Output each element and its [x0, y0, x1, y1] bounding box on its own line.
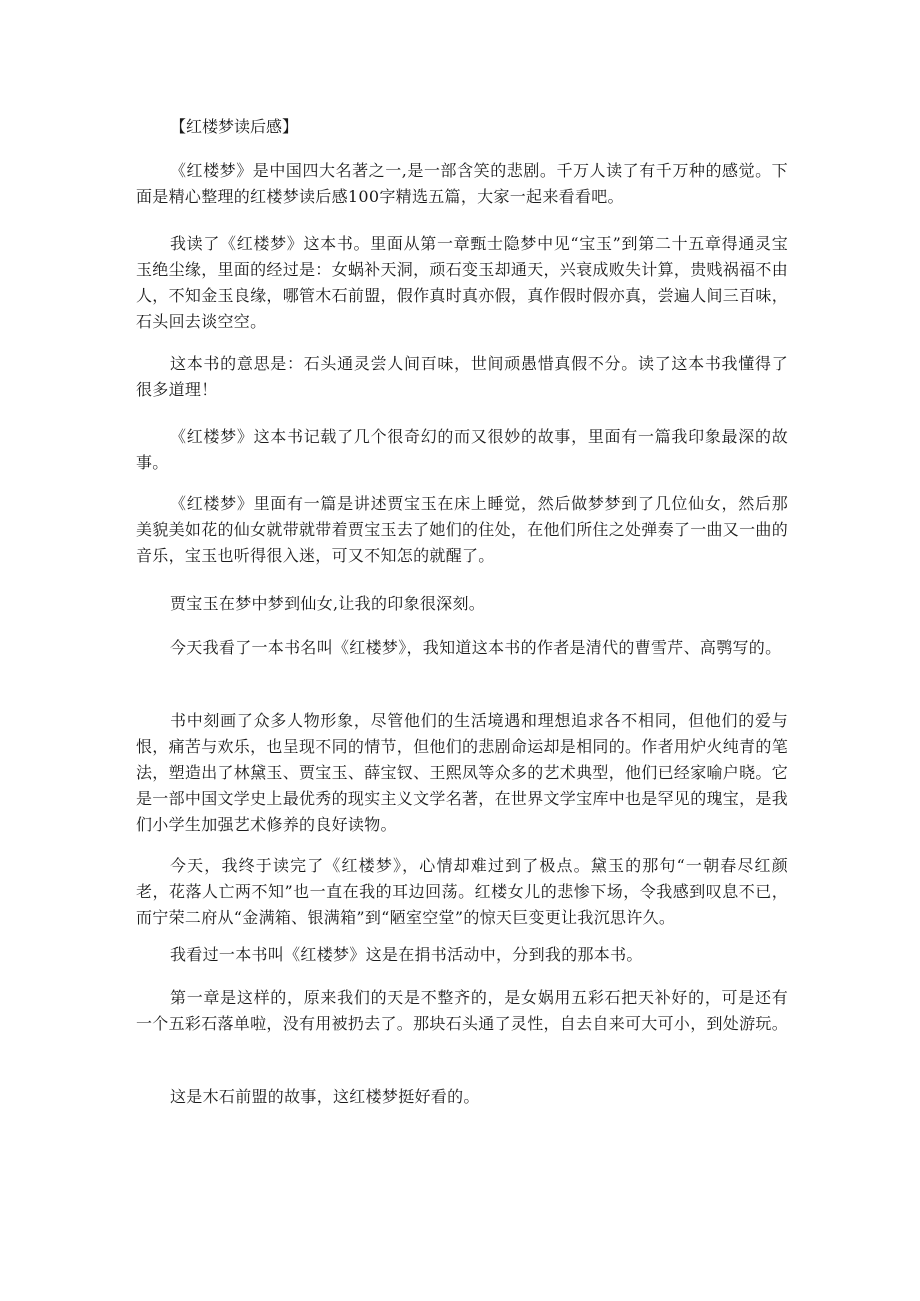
paragraph-meaning: 这本书的意思是：石头通灵尝人间百味，世间顽愚惜真假不分。读了这本书我懂得了很多道理！ — [136, 354, 788, 399]
paragraph-intro: 《红楼梦》是中国四大名著之一,是一部含笑的悲剧。千万人读了有千万种的感觉。下面是精心整理的红楼梦读后感100字精选五篇，大家一起来看看吧。 — [136, 161, 788, 206]
paragraph-author: 今天我看了一本书名叫《红楼梦》，我知道这本书的作者是清代的曹雪芹、高鹗写的。 — [170, 638, 782, 657]
paragraph-characters: 书中刻画了众多人物形象，尽管他们的生活境遇和理想追求各不相同，但他们的爱与恨，痛苦与欢乐，也呈现不同的情节，但他们的悲剧命运却是相同的。作者用炉火纯青的笔法，塑造出了林黛玉、贾宝玉、薛宝钗、王熙凤等众多的艺术典型，他们已经家喻户晓。它是一部中国文学史上最优秀的现实主义文学名著，在世界文学宝库中也是罕见的瑰宝，是我们小学生加强艺术修养的良好读物。 — [136, 711, 789, 834]
paragraph-reading-1: 我读了《红楼梦》这本书。里面从第一章甄士隐梦中见“宝玉”到第二十五章得通灵宝玉绝尘缘，里面的经过是：女蜗补天洞，顽石变玉却通天，兴衰成败失计算，贵贱祸福不由人，不知金玉良缘，哪管木石前盟，假作真时真亦假，真作假时假亦真，尝遍人间三百味，石头回去谈空空。 — [136, 234, 789, 331]
paragraph-chapter-one: 第一章是这样的，原来我们的天是不整齐的，是女娲用五彩石把天补好的，可是还有一个五彩石落单啦，没有用被扔去了。那块石头通了灵性，自去自来可大可小，到处游玩。 — [136, 988, 789, 1033]
document-title: 【红楼梦读后感】 — [170, 117, 299, 136]
paragraph-dream: 《红楼梦》里面有一篇是讲述贾宝玉在床上睡觉，然后做梦梦到了几位仙女，然后那美貌美如花的仙女就带就带着贾宝玉去了她们的住处，在他们所住之处弹奏了一曲又一曲的音乐，宝玉也听得很入迷，可又不知怎的就醒了。 — [136, 494, 789, 565]
paragraph-impression: 贾宝玉在梦中梦到仙女,让我的印象很深刻。 — [170, 594, 486, 613]
paragraph-finished: 今天，我终于读完了《红楼梦》，心情却难过到了极点。黛玉的那句“一朝春尽红颜老，花落人亡两不知”也一直在我的耳边回荡。红楼女儿的悲惨下场，令我感到叹息不已，而宁荣二府从“金满箱、银满箱”到“陋室空堂”的惊天巨变更让我沉思许久。 — [136, 856, 788, 927]
paragraph-conclusion: 这是木石前盟的故事，这红楼梦挺好看的。 — [170, 1087, 480, 1106]
paragraph-donation: 我看过一本书叫《红楼梦》这是在捐书活动中，分到我的那本书。 — [170, 945, 643, 964]
paragraph-stories: 《红楼梦》这本书记载了几个很奇幻的而又很妙的故事，里面有一篇我印象最深的故事。 — [136, 427, 788, 472]
